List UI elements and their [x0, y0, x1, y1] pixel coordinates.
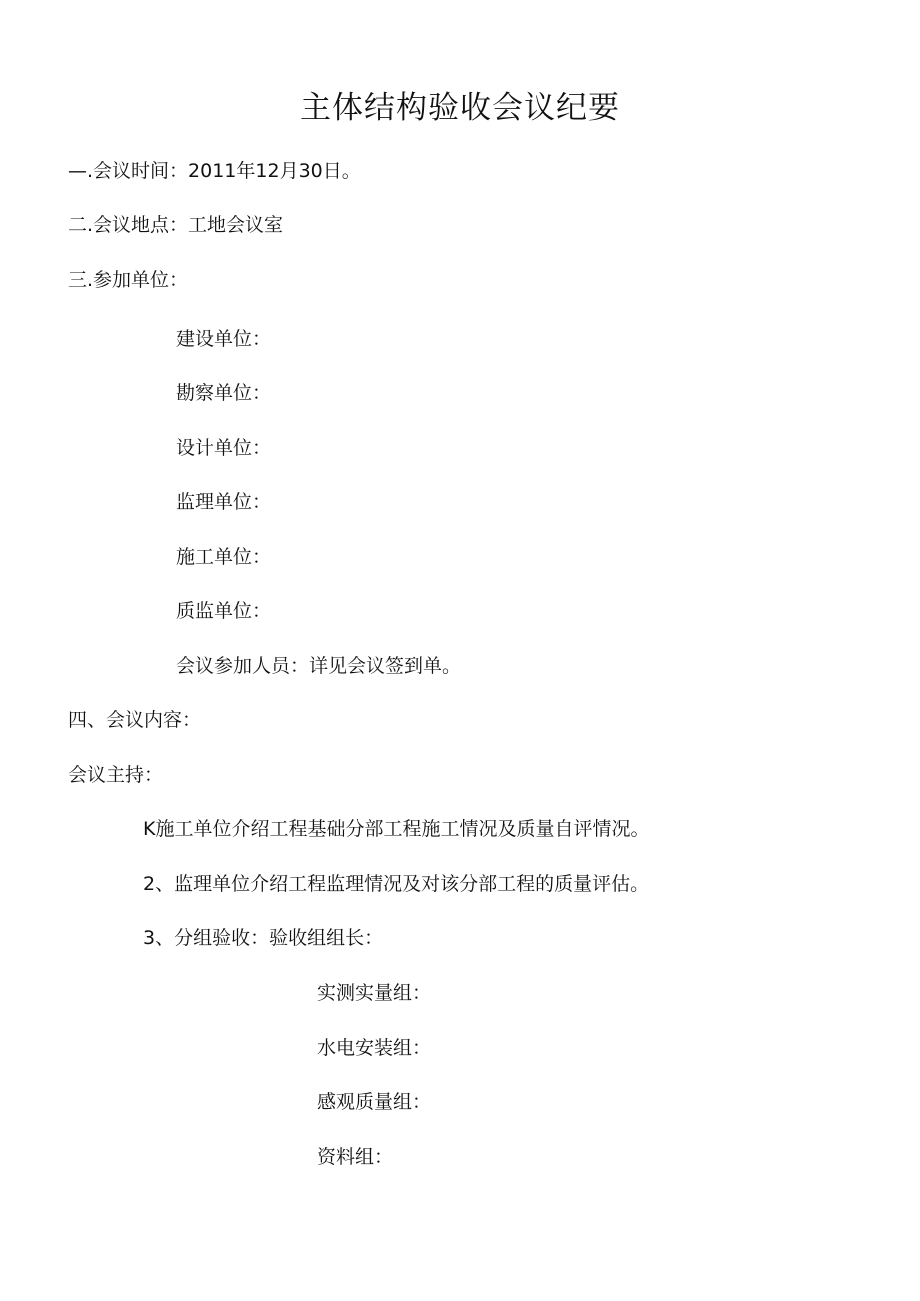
participant-construction-owner: 建设单位：	[176, 328, 272, 350]
participant-contractor: 施工单位：	[176, 546, 272, 568]
group-documents: 资料组：	[317, 1146, 394, 1168]
group-mep-installation: 水电安装组：	[317, 1037, 432, 1059]
group-measurement: 实测实量组：	[317, 982, 432, 1004]
content-item-2: 2、监理单位介绍工程监理情况及对该分部工程的质量评估。	[143, 873, 650, 895]
participant-attendees: 会议参加人员：详见会议签到单。	[176, 655, 462, 677]
content-item-3: 3、分组验收：验收组组长：	[143, 927, 384, 949]
meeting-place-line: 二.会议地点：工地会议室	[68, 214, 284, 236]
group-visual-quality: 感观质量组：	[317, 1091, 432, 1113]
participant-survey: 勘察单位：	[176, 382, 272, 404]
host-line: 会议主持：	[68, 764, 164, 786]
content-heading: 四、会议内容：	[68, 709, 202, 731]
participant-supervision: 监理单位：	[176, 491, 272, 513]
document-title: 主体结构验收会议纪要	[300, 90, 620, 126]
meeting-time-line: —.会议时间：2011年12月30日。	[68, 160, 361, 182]
participant-quality-supervision: 质监单位：	[176, 600, 272, 622]
content-item-1: K施工单位介绍工程基础分部工程施工情况及质量自评情况。	[143, 818, 650, 840]
participants-heading: 三.参加单位：	[68, 269, 189, 291]
participant-design: 设计单位：	[176, 437, 272, 459]
